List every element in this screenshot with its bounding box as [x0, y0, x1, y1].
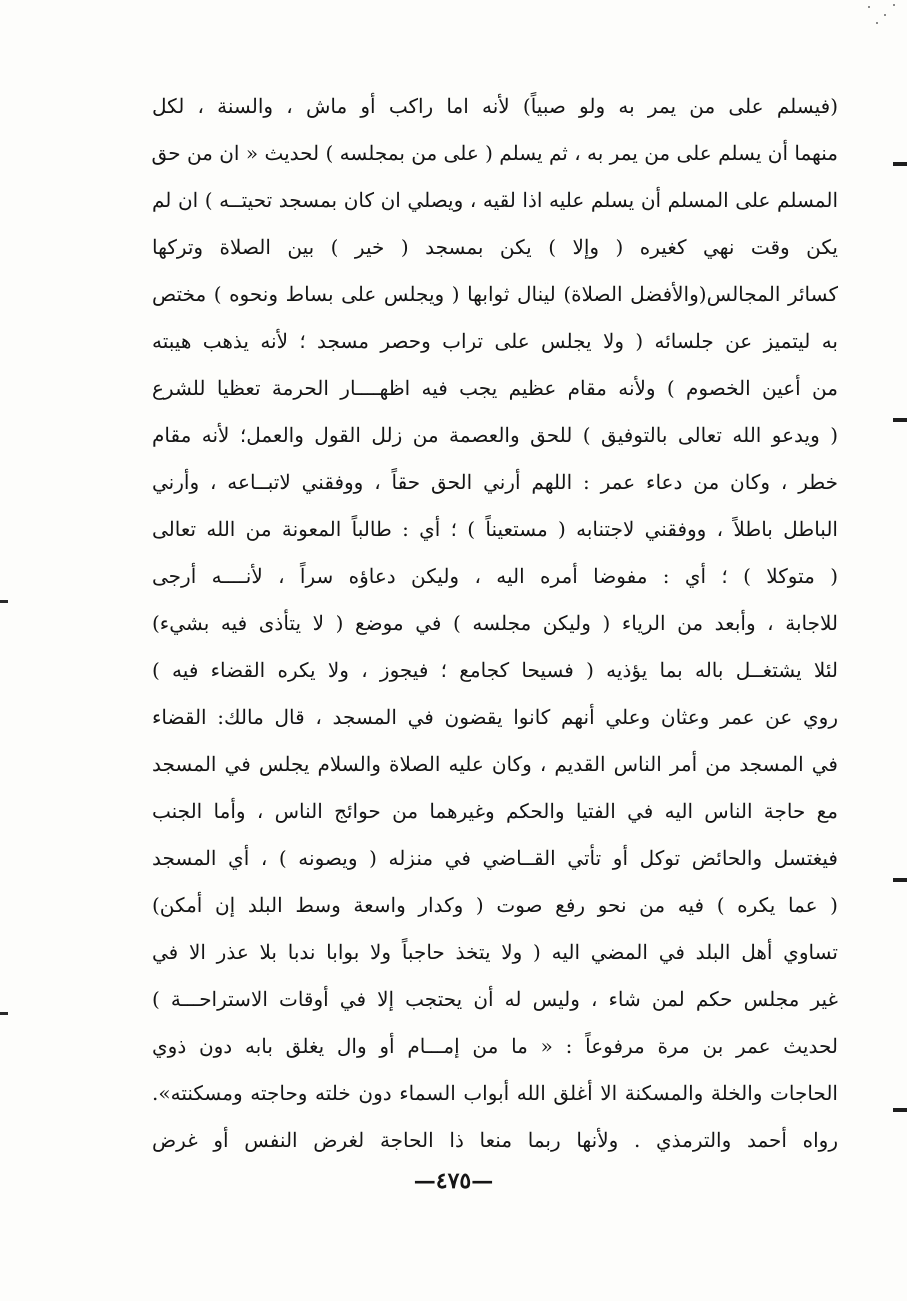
scan-speck	[893, 4, 895, 6]
text-line: الحاجات والخلة والمسكنة الا أغلق الله أبواب السماء دون خلته وحاجته ومسكنته».	[152, 1081, 838, 1105]
text-line: غير مجلس حكم لمن شاء ، وليس له أن يحتجب إلا في أوقات الاستراحـــة )	[152, 987, 838, 1011]
text-line: كسائر المجالس(والأفضل الصلاة) لينال ثوابها ( ويجلس على بساط ونحوه ) مختص	[152, 282, 838, 306]
scan-speck	[884, 14, 886, 16]
text-line: لئلا يشتغــل باله بما يؤذيه ( فسيحا كجامع ؛ فيجوز ، ولا يكره القضاء فيه )	[152, 658, 838, 682]
edge-mark	[893, 418, 907, 422]
body-text	[152, 83, 838, 1164]
text-line: في المسجد من أمر الناس القديم ، وكان عليه الصلاة والسلام يجلس في المسجد	[152, 752, 838, 776]
edge-mark	[0, 1012, 8, 1015]
text-line: رواه أحمد والترمذي . ولأنها ربما منعا ذا الحاجة لغرض النفس أو غرض	[152, 1128, 838, 1152]
text-line: من أعين الخصوم ) ولأنه مقام عظيم يجب فيه اظهــــار الحرمة تعظيا للشرع	[152, 376, 838, 400]
text-line: لحديث عمر بن مرة مرفوعاً : « ما من إمـــام أو وال يغلق بابه دون ذوي	[152, 1034, 838, 1058]
text-line: الباطل باطلاً ، ووفقني لاجتنابه ( مستعيناً ) ؛ أي : طالباً المعونة من الله تعالى	[152, 517, 838, 541]
scan-speck	[868, 6, 870, 8]
text-line: مع حاجة الناس اليه في الفتيا والحكم وغيرهما من حوائج الناس ، وأما الجنب	[152, 799, 838, 823]
text-line: خطر ، وكان من دعاء عمر : اللهم أرني الحق حقاً ، ووفقني لاتبــاعه ، وأرني	[152, 470, 838, 494]
text-line: تساوي أهل البلد في المضي اليه ( ولا يتخذ حاجباً ولا بوابا ندبا بلا عذر الا في	[152, 940, 838, 964]
edge-mark	[0, 600, 8, 603]
text-line: ( ويدعو الله تعالى بالتوفيق ) للحق والعصمة من زلل القول والعمل؛ لأنه مقام	[152, 423, 838, 447]
edge-mark	[893, 878, 907, 882]
text-line: فيغتسل والحائض توكل أو تأتي القــاضي في منزله ( ويصونه ) ، أي المسجد	[152, 846, 838, 870]
text-line: للاجابة ، وأبعد من الرياء ( وليكن مجلسه ) في موضع ( لا يتأذى فيه بشيء)	[152, 611, 838, 635]
text-line: به ليتميز عن جلسائه ( ولا يجلس على تراب وحصر مسجد ؛ لأنه يذهب هيبته	[152, 329, 838, 353]
edge-mark	[893, 1108, 907, 1112]
scan-speck	[876, 22, 878, 24]
text-line: ( عما يكره ) فيه من نحو رفع صوت ( وكدار واسعة وسط البلد إن أمكن)	[152, 893, 838, 917]
edge-mark	[893, 162, 907, 166]
page-number: —٤٧٥—	[413, 1168, 494, 1194]
text-line: المسلم على المسلم أن يسلم عليه اذا لقيه ، ويصلي ان كان بمسجد تحيتــه ) ان لم	[152, 188, 838, 212]
text-line: منهما أن يسلم على من يمر به ، ثم يسلم ( على من بمجلسه ) لحديث « ان من حق	[152, 141, 838, 165]
text-line: يكن وقت نهي كغيره ( وإلا ) يكن بمسجد ( خير ) بين الصلاة وتركها	[152, 235, 838, 259]
text-line: (فيسلم على من يمر به ولو صبياً) لأنه اما راكب أو ماش ، والسنة ، لكل	[152, 94, 838, 118]
text-line: روي عن عمر وعثان وعلي أنهم كانوا يقضون في المسجد ، قال مالك: القضاء	[152, 705, 838, 729]
text-line: ( متوكلا ) ؛ أي : مفوضا أمره اليه ، وليكن دعاؤه سراً ، لأنــــه أرجى	[152, 564, 838, 588]
